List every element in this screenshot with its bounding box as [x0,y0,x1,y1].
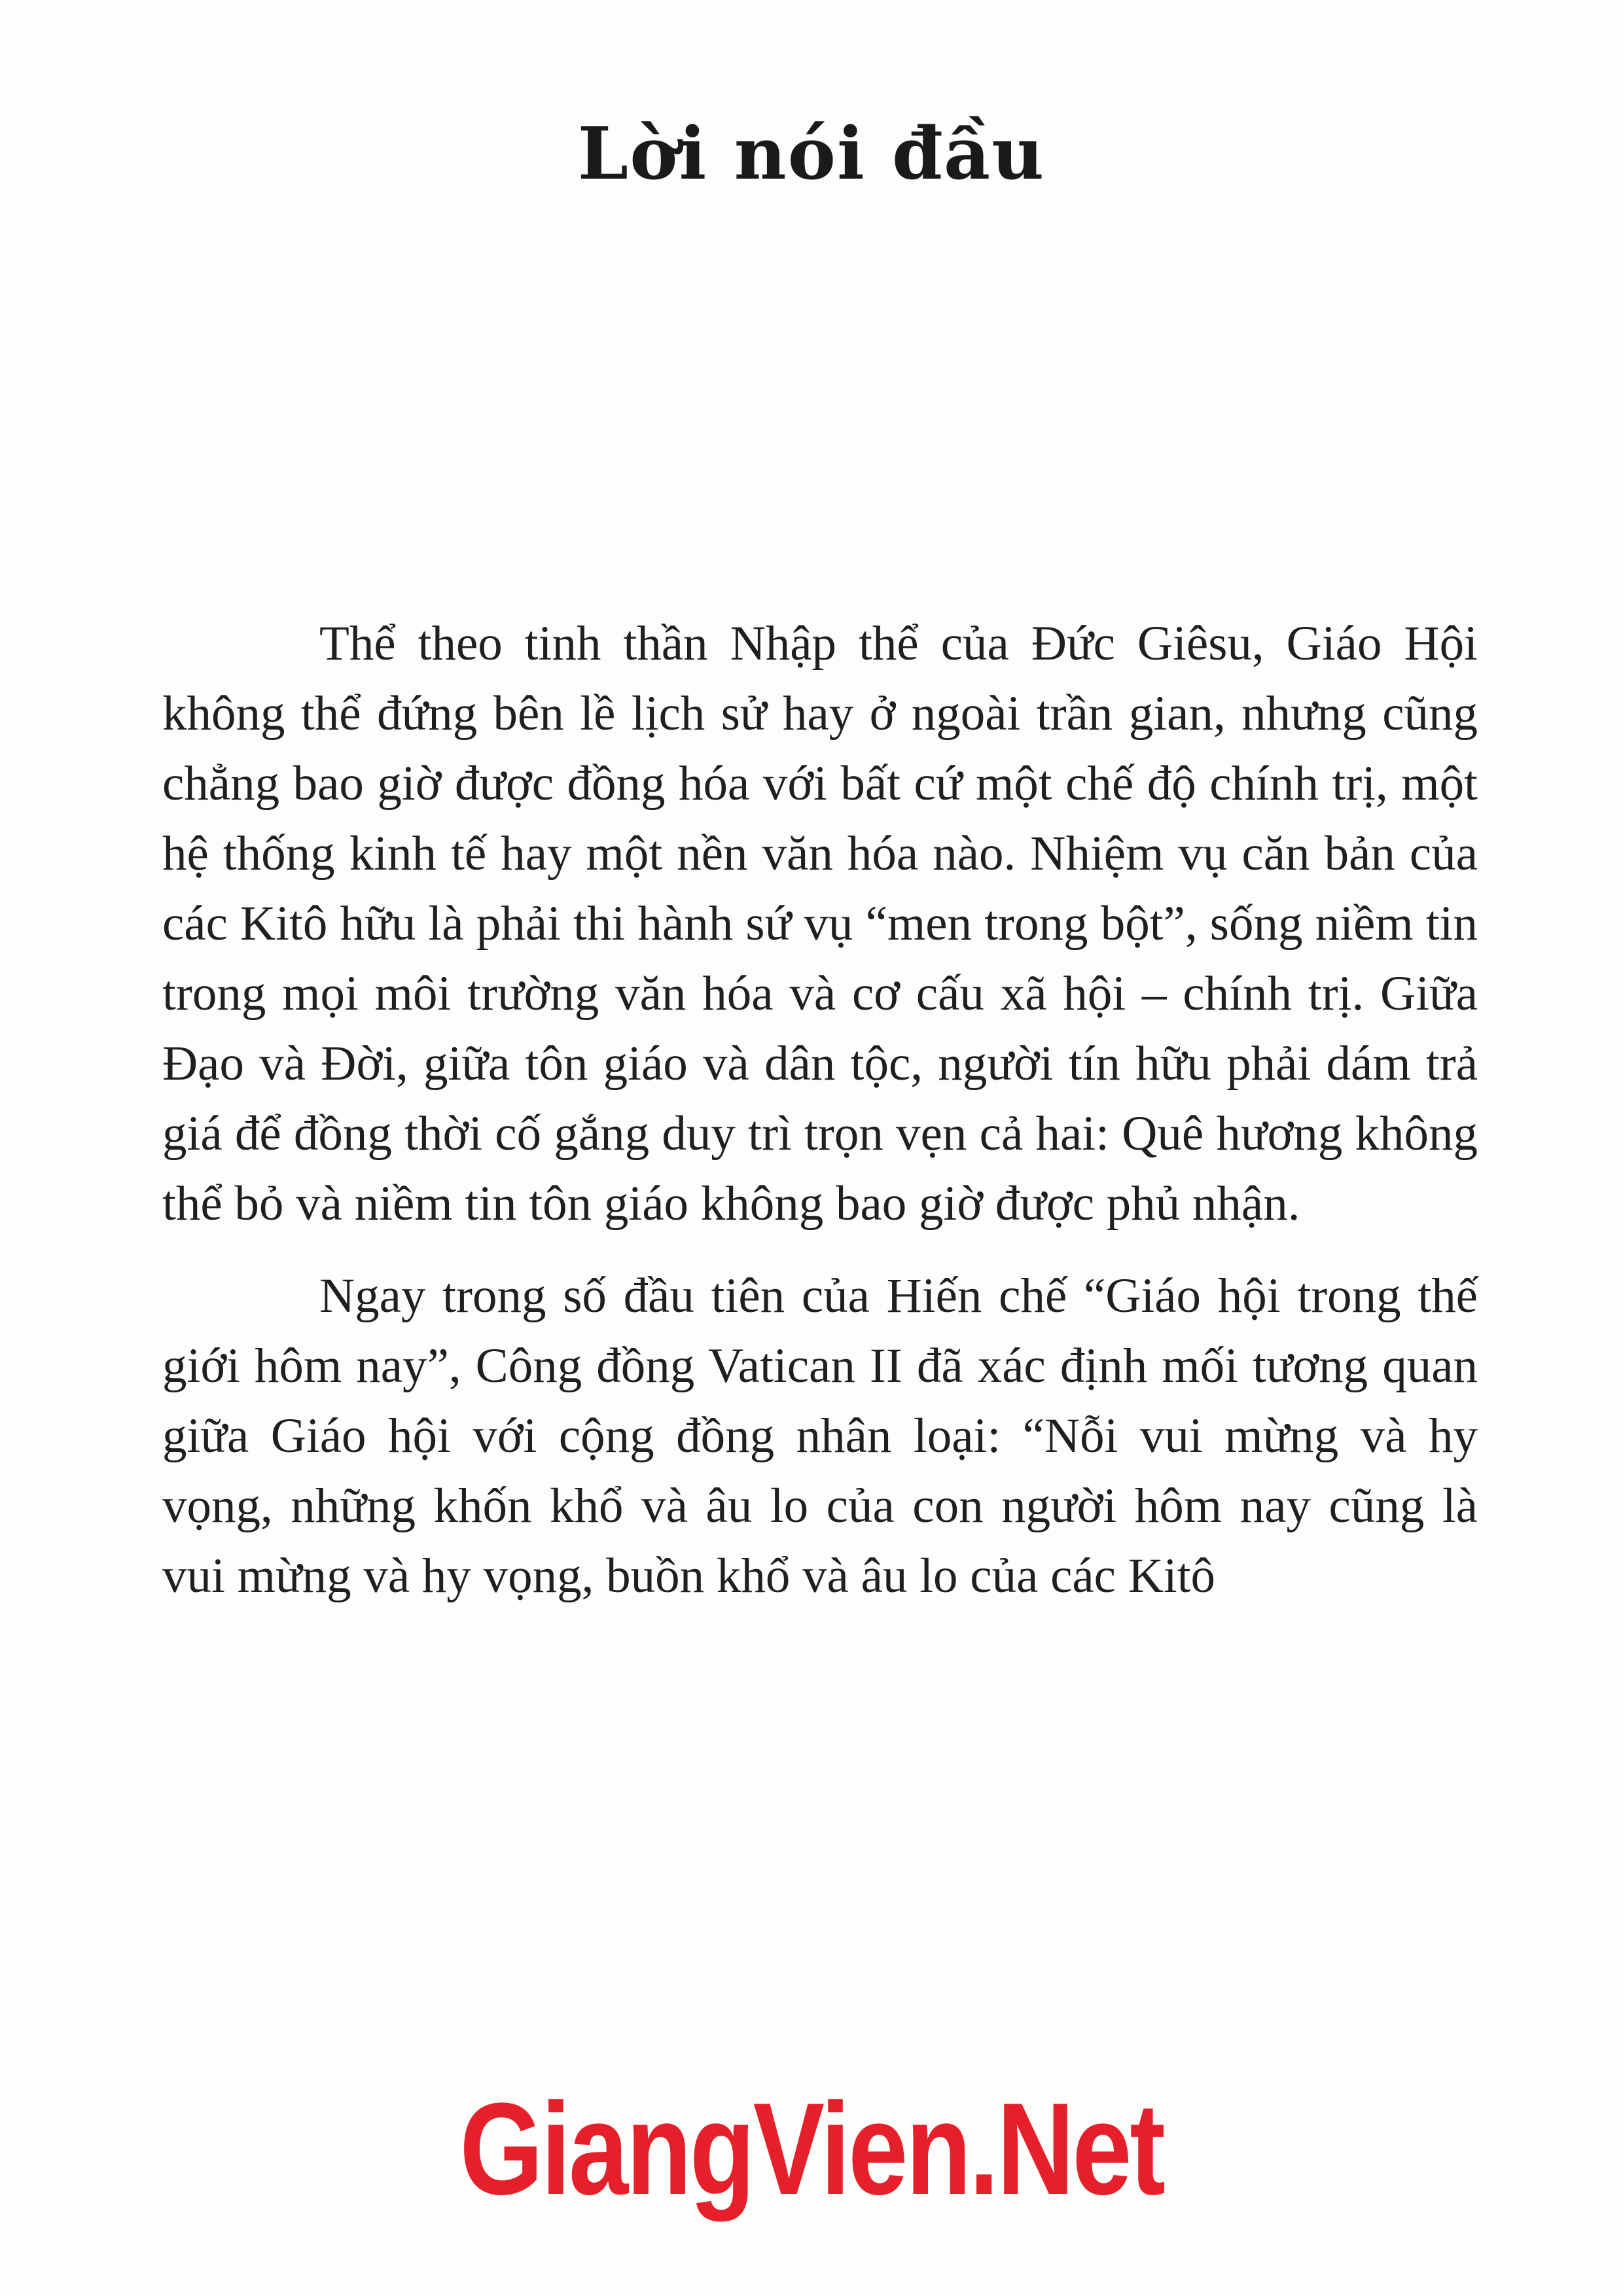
body-text [162,609,1478,1611]
paragraph-1: Thể theo tinh thần Nhập thể của Đức Giêsu, Giáo Hội không thể đứng bên lề lịch sử hay ở ngoài trần gian, nhưng cũng chẳng bao giờ được đồng hóa với bất cứ một chế độ chính trị, một hệ thống kinh tế hay một nền văn hóa nào. Nhiệm vụ căn bản của các Kitô hữu là phải thi hành sứ vụ “men trong bột”, sống niềm tin trong mọi môi trường văn hóa và cơ cấu xã hội – chính trị. Giữa Đạo và Đời, giữa tôn giáo và dân tộc, người tín hữu phải dám trả giá để đồng thời cố gắng duy trì trọn vẹn cả hai: Quê hương không thể bỏ và niềm tin tôn giáo không bao giờ được phủ nhận. [162,616,1478,1231]
paragraph-2: Ngay trong số đầu tiên của Hiến chế “Giáo hội trong thế giới hôm nay”, Công đồng Vatican II đã xác định mối tương quan giữa Giáo hội với cộng đồng nhân loại: “Nỗi vui mừng và hy vọng, những khốn khổ và âu lo của con người hôm nay cũng là vui mừng và hy vọng, buồn khổ và âu lo của các Kitô [162,1269,1478,1603]
page-title: Lời nói đầu [577,111,1046,196]
watermark-logo: GiangVien.Net [459,2076,1164,2222]
